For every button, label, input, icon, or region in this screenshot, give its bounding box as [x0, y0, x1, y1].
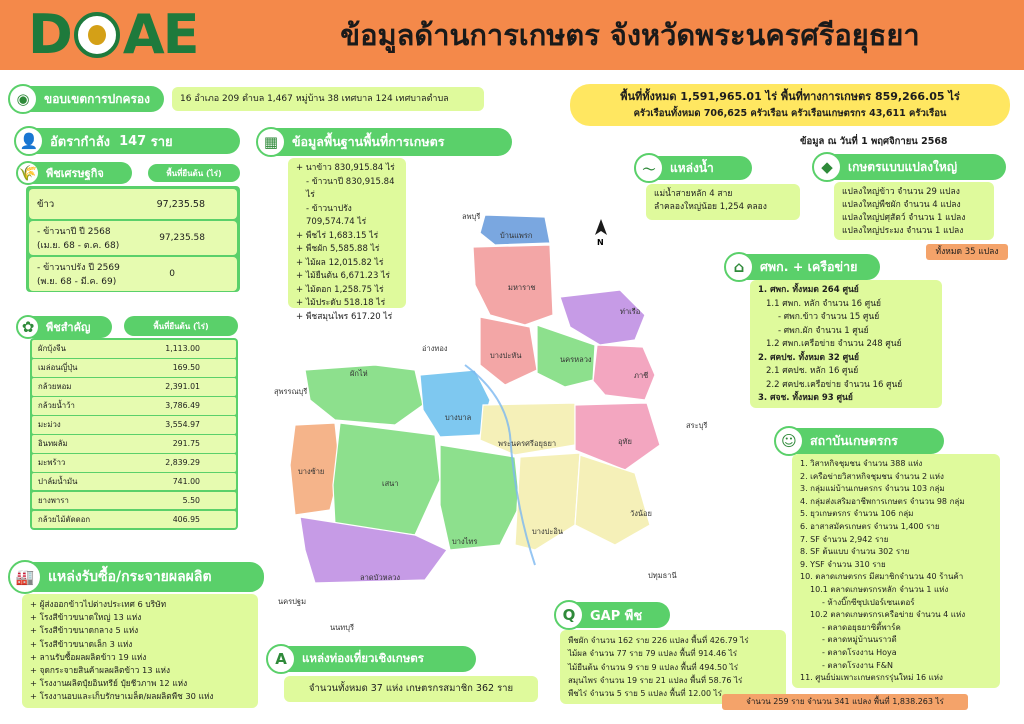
neighbor-label: อ่างทอง [422, 344, 448, 353]
crop-value: 1,113.00 [165, 344, 200, 354]
district-label: บางไทร [452, 537, 478, 546]
center-label: ศพก. + เครือข่าย [760, 259, 858, 274]
crop-name: ยางพารา [38, 495, 69, 505]
large-plots-label: เกษตรแบบแปลงใหญ่ [848, 159, 958, 174]
institute-line: - ตลาดโรงงาน F&N [822, 660, 893, 670]
crop-value: 741.00 [172, 477, 200, 487]
center-icon: ⌂ [724, 252, 754, 282]
center-line: - ศพก.ผัก จำนวน 1 ศูนย์ [778, 325, 869, 336]
institute-line: - ตลาดอยุธยาซิตี้พาร์ค [822, 622, 901, 632]
institute-line: 10.2 ตลาดเกษตรกรเครือข่าย จำนวน 4 แห่ง [810, 610, 966, 620]
district-label: อุทัย [618, 437, 632, 446]
buyer-line: + จุดกระจายสินค้าผลผลิตข้าว 13 แห่ง [30, 665, 171, 676]
crop-value: 169.50 [172, 363, 200, 373]
north-label: N [597, 238, 604, 247]
center-line: 3. ศจช. ทั้งหมด 93 ศูนย์ [758, 393, 853, 403]
crop-value: 3,554.97 [165, 420, 200, 430]
crop-value: 97,235.58 [156, 198, 205, 210]
crop-value: 2,839.29 [165, 458, 200, 468]
center-header [730, 254, 880, 280]
district-label: นครหลวง [560, 355, 592, 364]
tourism-icon: A [266, 644, 296, 674]
important-crops-label: พืชสำคัญ [46, 321, 91, 334]
plot-line: แปลงใหญ่ประมง จำนวน 1 แปลง [842, 226, 964, 236]
institute-line: 10.1 ตลาดเกษตรกรหลัก จำนวน 1 แห่ง [810, 584, 949, 594]
center-line: 1.1 ศพก. หลัก จำนวน 16 ศูนย์ [766, 298, 881, 309]
large-plots-total: ทั้งหมด 35 แปลง [926, 244, 1008, 260]
institutes-header [780, 428, 944, 454]
district-label: พระนครศรีอยุธยา [498, 439, 557, 448]
gap-line: สมุนไพร จำนวน 19 ราย 21 แปลง พื้นที่ 58.76 ไร่ [568, 675, 743, 685]
econ-crops-col: พื้นที่ยืนต้น (ไร่) [148, 164, 240, 182]
north-arrow-icon [595, 219, 607, 235]
district-label: มหาราช [508, 283, 536, 292]
center-list [750, 280, 942, 408]
neighbor-label: นนทบุรี [330, 623, 354, 632]
institute-line: 8. SF ต้นแบบ จำนวน 302 ราย [800, 547, 910, 557]
seal-icon [74, 12, 120, 58]
buyer-line: + โรงงานผลิตปุ๋ยอินทรีย์ ปุ๋ยชีวภาพ 12 แห่ง [30, 678, 188, 689]
institutes-rows [800, 458, 992, 685]
econ-crops-header [18, 162, 132, 184]
table-row [32, 435, 236, 453]
crop-value: 3,786.49 [165, 401, 200, 411]
important-crops-header [22, 316, 112, 338]
agri-base-header [262, 128, 512, 156]
center-line: 1.2 ศพก.เครือข่าย จำนวน 248 ศูนย์ [766, 339, 902, 349]
district-label: บางซ้าย [298, 467, 325, 476]
important-crops-rows [32, 340, 236, 528]
page-title: ข้อมูลด้านการเกษตร จังหวัดพระนครศรีอยุธยา [340, 18, 920, 52]
institute-line: 3. กลุ่มแม่บ้านเกษตรกร จำนวน 103 กลุ่ม [800, 484, 945, 494]
district-label: บางปะอิน [532, 527, 564, 536]
crop-name: ผักบุ้งจีน [38, 343, 66, 353]
neighbor-label: นครปฐม [278, 597, 307, 606]
crop-value: 291.75 [172, 439, 200, 449]
buyers-list [22, 594, 258, 708]
farmer-icon: ☺ [774, 426, 804, 456]
gap-icon: Q [554, 600, 584, 630]
important-crops-table [30, 338, 238, 530]
gap-line: ไม้ผล จำนวน 77 ราย 79 แปลง พื้นที่ 914.46 ไร่ [568, 649, 738, 659]
buyer-line: + โรงสีข้าวขนาดใหญ่ 13 แห่ง [30, 612, 142, 623]
manpower-label: อัตรากำลัง [50, 134, 111, 150]
doae-logo [28, 3, 228, 66]
crop-name: กล้วยน้ำว้า [38, 400, 75, 410]
institute-line: 4. กลุ่มส่งเสริมอาชีพการเกษตร จำนวน 98 กลุ่ม [800, 496, 965, 506]
table-row [32, 511, 236, 529]
buyers-label: แหล่งรับซื้อ/กระจายผลผลิต [48, 569, 212, 585]
crop-value: 0 [169, 269, 175, 279]
econ-crops-table [26, 186, 240, 292]
table-row [32, 416, 236, 434]
gap-total: จำนวน 259 ราย จำนวน 341 แปลง พื้นที่ 1,838.263 ไร่ [722, 694, 968, 710]
institute-line: 5. ยุวเกษตรกร จำนวน 106 กลุ่ม [800, 509, 914, 519]
district-label: วังน้อย [630, 509, 652, 518]
flower-icon: ✿ [16, 315, 40, 339]
institutes-list [792, 454, 1000, 688]
plot-line: แปลงใหญ่ปศุสัตว์ จำนวน 1 แปลง [842, 213, 966, 223]
institute-line: - ตลาดหมู่บ้านนราวดี [822, 635, 897, 645]
crop-period: (เม.ย. 68 - ต.ค. 68) [37, 241, 120, 251]
agri-line: + ไม้ประดับ 518.18 ไร่ [296, 298, 386, 308]
agri-line: - ข้าวนาปรัง 709,574.74 ไร่ [306, 203, 367, 227]
table-row [32, 397, 236, 415]
agri-line: + พืชไร่ 1,683.15 ไร่ [296, 230, 379, 241]
crop-name: มะพร้าว [38, 457, 66, 467]
table-row [32, 473, 236, 491]
district-label: เสนา [382, 479, 399, 488]
institute-line: - ตลาดโรงงาน Hoya [822, 647, 897, 657]
buyer-line: + โรงสีข้าวขนาดกลาง 5 แห่ง [30, 625, 139, 636]
crop-name: กล้วยหอม [38, 381, 72, 391]
gap-list [560, 630, 786, 704]
institute-line: 2. เครือข่ายวิสาหกิจชุมชน จำนวน 2 แห่ง [800, 471, 944, 481]
center-line: 2.1 ศคปช. หลัก 16 ศูนย์ [766, 366, 859, 376]
center-line: - ศพก.ข้าว จำนวน 15 ศูนย์ [778, 312, 880, 322]
crop-value: 97,235.58 [159, 233, 205, 243]
district-label: บ้านแพรก [500, 231, 533, 240]
table-row [32, 454, 236, 472]
agri-line: + ไม้ดอก 1,258.75 ไร่ [296, 284, 384, 295]
agri-line: + พืชผัก 5,585.88 ไร่ [296, 244, 380, 254]
plot-line: แปลงใหญ่พืชผัก จำนวน 4 แปลง [842, 200, 961, 210]
buyer-line: + โรงงานอบและเก็บรักษาเมล็ด/ผลผลิตพืช 30 แห่ง [30, 691, 214, 702]
crop-name: ปาล์มน้ำมัน [38, 476, 78, 486]
table-row [29, 221, 237, 255]
center-line: 2. ศคปช. ทั้งหมด 32 ศูนย์ [758, 352, 859, 363]
water-label: แหล่งน้ำ [670, 160, 714, 175]
manpower-header [20, 128, 240, 154]
water-header [640, 156, 752, 180]
buyer-line: + ผู้ส่งออกข้าวไปต่างประเทศ 6 บริษัท [30, 599, 167, 609]
district-bang-ban [420, 370, 490, 437]
admin-header [14, 86, 164, 112]
logo-letters-ae: AE [122, 3, 198, 66]
water-line: ลำคลองใหญ่น้อย 1,254 คลอง [654, 202, 767, 212]
buyer-line: + โรงสีข้าวขนาดเล็ก 3 แห่ง [30, 638, 133, 649]
crop-name: ข้าว [37, 198, 55, 210]
summary-panel [570, 84, 1010, 126]
district-label: บางบาล [445, 413, 472, 422]
neighbor-label: สระบุรี [686, 421, 708, 430]
center-line: 1. ศพก. ทั้งหมด 264 ศูนย์ [758, 285, 859, 295]
district-label: ผักไห่ [350, 369, 368, 378]
rice-icon: 🌾 [16, 161, 40, 185]
institute-line: 9. YSF จำนวน 310 ราย [800, 559, 886, 569]
factory-icon: 🏭 [8, 560, 42, 594]
admin-label: ขอบเขตการปกครอง [44, 91, 150, 106]
crop-value: 5.50 [182, 496, 200, 506]
table-row [32, 340, 236, 358]
tourism-label: แหล่งท่องเที่ยวเชิงเกษตร [302, 651, 424, 665]
manpower-unit: ราย [150, 134, 173, 150]
neighbor-label: ลพบุรี [462, 212, 481, 221]
summary-line1: พื้นที่ทั้งหมด 1,591,965.01 ไร่ พื้นที่ทางการเกษตร 859,266.05 ไร่ [620, 90, 960, 103]
district-wang-noi [575, 455, 650, 545]
institute-line: 7. SF จำนวน 2,942 ราย [800, 534, 889, 544]
district-label: ท่าเรือ [620, 307, 641, 316]
water-line: แม่น้ำสายหลัก 4 สาย [654, 189, 733, 199]
crop-name: มะม่วง [38, 419, 61, 429]
district-bang-sai-2 [440, 445, 520, 550]
gap-line: ไม้ยืนต้น จำนวน 9 ราย 9 แปลง พื้นที่ 494.50 ไร่ [568, 662, 739, 672]
tourism-header [272, 646, 476, 672]
tourism-value: จำนวนทั้งหมด 37 แห่ง เกษตรกรสมาชิก 362 ราย [284, 676, 538, 702]
district-label: บางปะหัน [490, 351, 522, 360]
gap-line: พืชไร่ จำนวน 5 ราย 5 แปลง พื้นที่ 12.00 ไร่ [568, 689, 722, 699]
buyers-header [14, 562, 264, 592]
manpower-value: 147 [119, 133, 147, 149]
agri-base-label: ข้อมูลพื้นฐานพื้นที่การเกษตร [292, 134, 445, 149]
district-map [275, 205, 708, 635]
district-label: ภาชี [634, 371, 649, 380]
table-row [32, 492, 236, 510]
buyer-line: + ลานรับซื้อผลผลิตข้าว 19 แห่ง [30, 651, 147, 662]
district-label: ลาดบัวหลวง [360, 573, 401, 582]
neighbor-label: ปทุมธานี [648, 571, 677, 580]
person-icon: 👤 [14, 126, 44, 156]
table-row [32, 359, 236, 377]
agri-line: + ไม้ยืนต้น 6,671.23 ไร่ [296, 271, 390, 281]
table-row [32, 378, 236, 396]
institute-line: - ห้างบิ๊กซีซุปเปอร์เซนเตอร์ [822, 597, 915, 607]
agri-line: + พืชสมุนไพร 617.20 ไร่ [296, 311, 393, 322]
institute-line: 1. วิสาหกิจชุมชน จำนวน 388 แห่ง [800, 459, 923, 468]
table-row [29, 257, 237, 291]
admin-value: 16 อำเภอ 209 ตำบล 1,467 หมู่บ้าน 38 เทศบาล 124 เทศบาลตำบล [172, 87, 484, 111]
crop-period: (พ.ย. 68 - มี.ค. 69) [37, 277, 117, 287]
crop-name: เมล่อนญี่ปุ่น [38, 362, 78, 372]
institute-line: 6. อาสาสมัครเกษตร จำนวน 1,400 ราย [800, 521, 940, 531]
neighbor-label: สุพรรณบุรี [274, 387, 308, 396]
plot-icon: ◆ [812, 152, 842, 182]
agri-line: + นาข้าว 830,915.84 ไร่ [296, 163, 395, 173]
agri-line: - ข้าวนาปี 830,915.84 ไร่ [306, 176, 395, 200]
agri-line: + ไม้ผล 12,015.82 ไร่ [296, 257, 384, 268]
plot-line: แปลงใหญ่ข้าว จำนวน 29 แปลง [842, 187, 960, 197]
crop-name: อินทผลัม [38, 438, 68, 448]
institutes-label: สถาบันเกษตรกร [810, 433, 898, 448]
crop-name: กล้วยไม้ตัดดอก [38, 514, 91, 524]
gap-line: พืชผัก จำนวน 162 ราย 226 แปลง พื้นที่ 426.79 ไร่ [568, 636, 749, 645]
crop-name: - ข้าวนาปี ปี 2568 [37, 227, 111, 237]
large-plots-header [818, 154, 1006, 180]
summary-line2: ครัวเรือนทั้งหมด 706,625 ครัวเรือน ครัวเรือนเกษตรกร 43,611 ครัวเรือน [633, 108, 947, 119]
important-crops-col: พื้นที่ยืนต้น (ไร่) [124, 316, 238, 336]
crop-name: - ข้าวนาปรัง ปี 2569 [37, 263, 120, 273]
table-row [29, 189, 237, 219]
econ-crops-label: พืชเศรษฐกิจ [46, 167, 104, 180]
institute-line: 10. ตลาดเกษตรกร มีสมาชิกจำนวน 40 ร้านค้า [800, 572, 964, 582]
water-icon: 〜 [634, 153, 664, 183]
gap-label: GAP พืช [590, 608, 643, 624]
crop-value: 2,391.01 [165, 382, 200, 392]
crop-value: 406.95 [172, 515, 200, 525]
center-line: 2.2 ศคปช.เครือข่าย จำนวน 16 ศูนย์ [766, 379, 903, 390]
large-plots-list [834, 182, 994, 240]
institute-line: 11. ศูนย์บ่มเพาะเกษตรกรรุ่นใหม่ 16 แห่ง [800, 673, 943, 683]
data-date: ข้อมูล ณ วันที่ 1 พฤศจิกายน 2568 [800, 136, 948, 147]
field-icon: ▦ [256, 127, 286, 157]
logo-letter-d: D [28, 3, 71, 66]
globe-icon: ◉ [8, 84, 38, 114]
